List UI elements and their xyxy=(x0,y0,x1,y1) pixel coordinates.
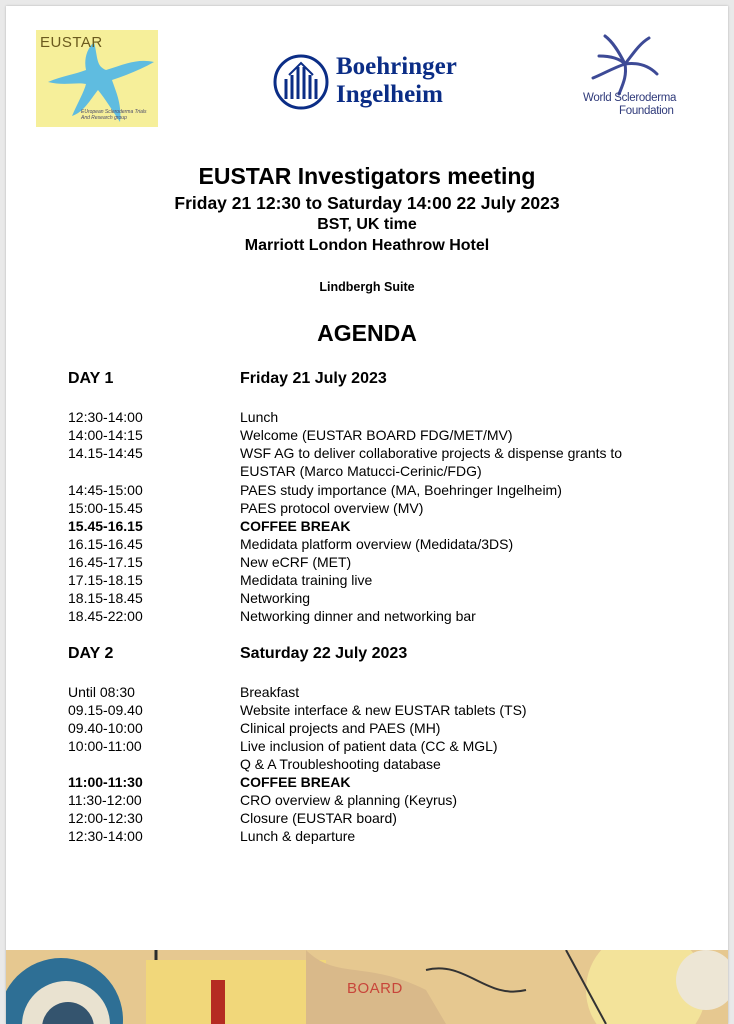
footer-painting xyxy=(6,950,728,1024)
agenda-desc: Clinical projects and PAES (MH) xyxy=(240,720,441,736)
bi-line-2: Ingelheim xyxy=(336,81,443,108)
boehringer-emblem-icon xyxy=(272,53,330,111)
agenda-time: 17.15-18.15 xyxy=(68,572,143,588)
agenda-time: 12:30-14:00 xyxy=(68,409,143,425)
meeting-dates: Friday 21 12:30 to Saturday 14:00 22 July 2023 xyxy=(174,193,560,213)
agenda-time: 14:00-14:15 xyxy=(68,427,143,443)
agenda-desc: Networking dinner and networking bar xyxy=(240,608,476,624)
eustar-logo xyxy=(36,30,158,127)
agenda-desc: COFFEE BREAK xyxy=(240,774,351,790)
wsf-line-1: World Scleroderma xyxy=(583,92,677,104)
day1-date: Friday 21 July 2023 xyxy=(240,370,387,387)
boehringer-ingelheim-logo xyxy=(272,53,472,113)
agenda-heading: AGENDA xyxy=(317,320,417,346)
bi-line-1: Boehringer xyxy=(336,53,457,80)
wsf-line-2: Foundation xyxy=(619,105,674,117)
agenda-desc: Welcome (EUSTAR BOARD FDG/MET/MV) xyxy=(240,427,513,443)
agenda-desc: PAES study importance (MA, Boehringer Ingelheim) xyxy=(240,482,562,498)
agenda-time: 12:30-14:00 xyxy=(68,828,143,844)
agenda-desc: WSF AG to deliver collaborative projects & dispense grants to EUSTAR (Marco Matucci-Cerinic/FDG) xyxy=(240,445,623,479)
day2-label: DAY 2 xyxy=(68,645,114,662)
wsf-star-icon xyxy=(569,28,689,98)
agenda-desc: Website interface & new EUSTAR tablets (TS) xyxy=(240,702,527,718)
agenda-time: 12:00-12:30 xyxy=(68,810,143,826)
meeting-title: EUSTAR Investigators meeting xyxy=(198,163,536,189)
day1-label: DAY 1 xyxy=(68,370,114,387)
agenda-time: 18.15-18.45 xyxy=(68,590,143,606)
agenda-desc: New eCRF (MET) xyxy=(240,554,352,570)
agenda-time: 15.45-16.15 xyxy=(68,518,143,534)
agenda-time: 16.45-17.15 xyxy=(68,554,143,570)
agenda-desc: Closure (EUSTAR board) xyxy=(240,810,397,826)
agenda-desc: Medidata training live xyxy=(240,572,373,588)
agenda-desc: Live inclusion of patient data (CC & MGL) xyxy=(240,738,498,754)
eustar-logo-title: EUSTAR xyxy=(40,34,103,51)
agenda-time: 11:00-11:30 xyxy=(68,774,143,790)
meeting-timezone: BST, UK time xyxy=(317,216,417,233)
meeting-room: Lindbergh Suite xyxy=(319,280,415,294)
agenda-time: 09.40-10:00 xyxy=(68,720,143,736)
agenda-desc: PAES protocol overview (MV) xyxy=(240,500,424,516)
wsf-logo xyxy=(569,28,689,128)
agenda-desc: COFFEE BREAK xyxy=(240,518,351,534)
agenda-desc: Breakfast xyxy=(240,684,300,700)
agenda-desc: Lunch & departure xyxy=(240,828,356,844)
meeting-venue: Marriott London Heathrow Hotel xyxy=(244,237,490,254)
eustar-logo-subtitle: EUropean Scleroderma Trials And Research group xyxy=(81,109,147,121)
agenda-desc: Lunch xyxy=(240,409,279,425)
agenda-time: 10:00-11:00 xyxy=(68,738,142,754)
day2-date: Saturday 22 July 2023 xyxy=(240,645,408,662)
agenda-time: 14:45-15:00 xyxy=(68,482,143,498)
agenda-desc: Medidata platform overview (Medidata/3DS) xyxy=(240,536,514,552)
document-page xyxy=(6,6,728,1024)
agenda-desc: CRO overview & planning (Keyrus) xyxy=(240,792,458,808)
agenda-time: 11:30-12:00 xyxy=(68,792,142,808)
footer-board-word: BOARD xyxy=(347,980,403,997)
agenda-time: 14.15-14:45 xyxy=(68,445,143,461)
agenda-time: 16.15-16.45 xyxy=(68,536,143,552)
agenda-time: Until 08:30 xyxy=(68,684,135,700)
agenda-time: 15:00-15.45 xyxy=(68,500,143,516)
agenda-time: 18.45-22:00 xyxy=(68,608,143,624)
agenda-desc: Q & A Troubleshooting database xyxy=(240,756,441,772)
agenda-time: 09.15-09.40 xyxy=(68,702,143,718)
agenda-desc: Networking xyxy=(240,590,311,606)
